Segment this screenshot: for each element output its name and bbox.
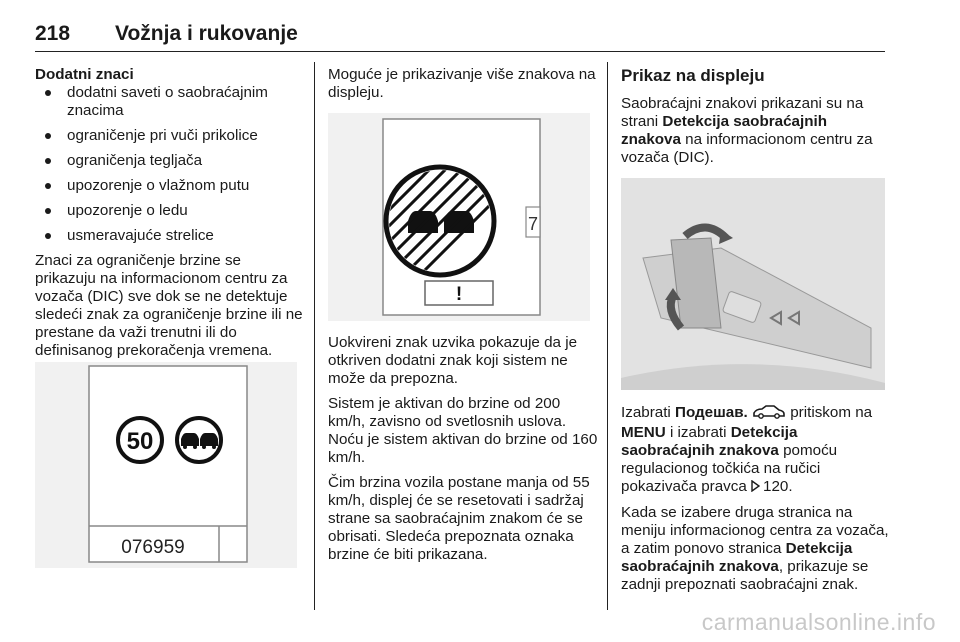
list-item: upozorenje o ledu [35, 202, 303, 220]
page-number: 218 [35, 22, 71, 45]
column-2 [328, 66, 596, 109]
paragraph: Uokvireni znak uzvika pokazuje da je otkriven dodatni znak koji sistem ne može da prepozna. [328, 334, 578, 387]
car-outline-icon [752, 405, 786, 424]
lever-illustration [621, 178, 885, 390]
section-heading: Prikaz na displeju [621, 66, 765, 85]
list-item: ograničenje pri vuči prikolice [35, 127, 303, 145]
list-item: dodatni saveti o saobraćajnim znacima [35, 84, 303, 120]
sign-code: 076959 [121, 537, 185, 558]
paragraph: Saobraćajni znakovi prikazani su na strani Detekcija saobraćajnih znakova na informacionom centru za vozača (DIC). [621, 95, 873, 166]
paragraph: Kada se izabere druga stranica na meniju informacionog centra za vozača, a zatim ponovo stranica Detekcija saobraćajnih znakova, prikazuje se zadnji prepoznati saobraćajni znak. [621, 504, 889, 593]
figure-turn-signal-lever [621, 178, 885, 390]
page-title: Vožnja i rukovanje [115, 22, 298, 45]
list-item: ograničenja tegljača [35, 152, 303, 170]
page-header [35, 22, 298, 46]
bullet-list [35, 84, 303, 245]
speed-sign-illustration [35, 362, 297, 568]
column-divider-1 [314, 62, 315, 610]
bullet-icon [45, 158, 51, 164]
figure-end-restriction [328, 113, 590, 321]
paragraph: Čim brzina vozila postane manja od 55 km/h, displej će se resetovati i sadržaj strane sa saobraćajnim znakom će se obrisati. Sledeća prepoznata oznaka brzine će biti prikazana. [328, 474, 590, 563]
speed-limit-value: 50 [126, 428, 154, 455]
section-heading: Dodatni znaci [35, 66, 134, 83]
bullet-icon [45, 133, 51, 139]
column-divider-2 [607, 62, 608, 610]
watermark: carmanualsonline.info [701, 609, 936, 635]
bullet-icon [45, 183, 51, 189]
paragraph: Izabrati Подешав. pritiskom na MENU i izabrati Detekcija saobraćajnih znakova pomoću regulacionog točkića na ručici pokazivača pravca 120. [621, 404, 873, 495]
paragraph: Moguće je prikazivanje više znakova na displeju. [328, 66, 596, 101]
end-restriction-illustration [328, 113, 590, 321]
column-2-lower [328, 334, 600, 571]
list-item: upozorenje o vlažnom putu [35, 177, 303, 195]
page-ref-icon [751, 479, 760, 497]
exclamation-icon: ! [455, 284, 463, 305]
column-3-lower [621, 404, 889, 601]
column-1 [35, 66, 303, 367]
header-rule [35, 51, 885, 52]
side-label: 7 [527, 214, 539, 234]
paragraph: Sistem je aktivan do brzine od 200 km/h, zavisno od svetlosnih uslova. Noću je sistem aktivan do brzine od 160 km/h. [328, 395, 598, 466]
paragraph: Znaci za ograničenje brzine se prikazuju na informacionom centru za vozača (DIC) sve dok se ne detektuje sledeći znak za ograničenje brzine ili ne prestane da važi trenutni ili do definisanog prekoračenja vremena. [35, 252, 303, 359]
bullet-icon [45, 208, 51, 214]
list-item: usmeravajuće strelice [35, 227, 303, 245]
column-3 [621, 66, 887, 174]
figure-speed-signs [35, 362, 297, 568]
bullet-icon [45, 90, 51, 96]
bullet-icon [45, 233, 51, 239]
